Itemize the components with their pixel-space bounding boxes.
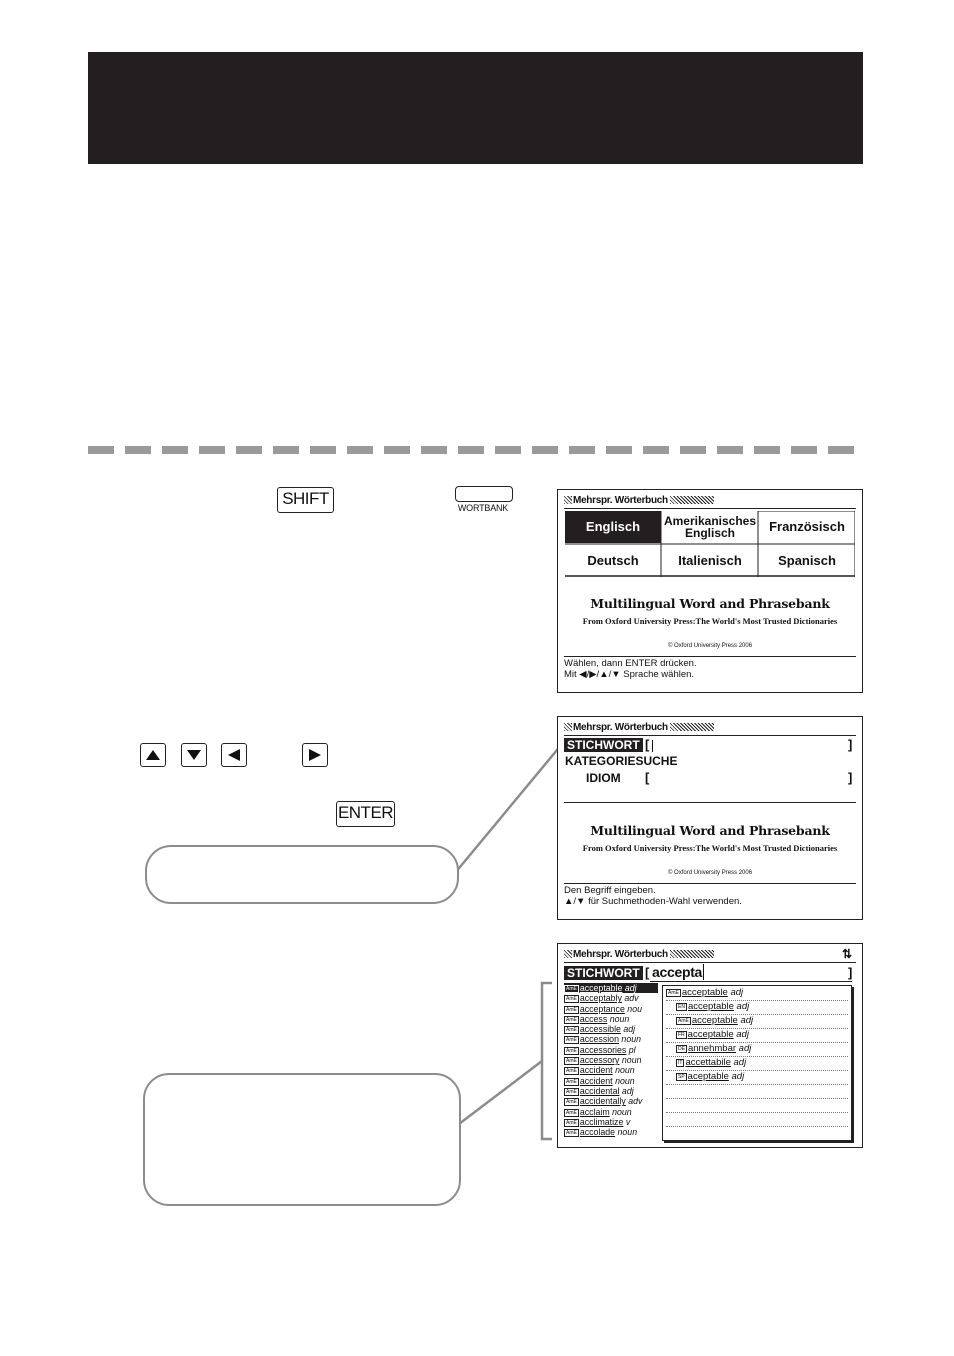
- language-grid: [565, 511, 855, 577]
- idiom-label[interactable]: IDIOM: [586, 771, 621, 785]
- status-rule: [564, 883, 856, 884]
- translation-row[interactable]: SP aceptable adj: [666, 1070, 848, 1085]
- list-item[interactable]: AmE accessories pl: [566, 1044, 636, 1055]
- shift-key: SHIFT: [277, 487, 334, 513]
- empty-row: [666, 1098, 848, 1113]
- hatch-icon: [564, 723, 572, 731]
- sort-arrows-icon: ⇅: [842, 947, 853, 961]
- translation-row[interactable]: FR acceptable adj: [666, 1028, 848, 1043]
- language-option-franzoesisch[interactable]: Französisch: [769, 519, 845, 534]
- product-subtitle: From Oxford University Press:The World's Most Trusted Dictionaries: [582, 843, 838, 853]
- product-subtitle: From Oxford University Press:The World's Most Trusted Dictionaries: [582, 616, 838, 626]
- list-item[interactable]: AmE accessible adj: [566, 1024, 636, 1035]
- text-cursor: [652, 740, 653, 752]
- copyright-text: © Oxford University Press 2006: [667, 643, 753, 649]
- device-screen-word-results: [557, 943, 863, 1148]
- hatch-icon: [564, 496, 572, 504]
- translation-row[interactable]: EN acceptable adj: [666, 1000, 848, 1015]
- status-line-2: ▲/▼ für Suchmethoden-Wahl verwenden.: [564, 896, 742, 907]
- bracket-open-icon: [: [645, 965, 650, 980]
- language-option-italienisch[interactable]: Italienisch: [678, 553, 742, 568]
- product-title: Multilingual Word and Phrasebank: [590, 823, 830, 838]
- translation-pane: [662, 985, 852, 1141]
- translation-row[interactable]: IT accettabile adj: [666, 1056, 848, 1071]
- callout-box-1: [145, 845, 459, 904]
- title-rule: [564, 508, 856, 509]
- list-item[interactable]: AmE acceptance nou: [566, 1003, 642, 1014]
- hatch-bar-icon: [670, 950, 714, 958]
- list-item[interactable]: AmE access noun: [566, 1013, 630, 1024]
- hatch-bar-icon: [670, 723, 714, 731]
- input-underline: [650, 981, 852, 982]
- hatch-bar-icon: [670, 496, 714, 504]
- list-item[interactable]: AmE acclaim noun: [566, 1106, 632, 1117]
- list-item[interactable]: AmE accession noun: [566, 1034, 641, 1045]
- translation-row[interactable]: AmE acceptable adj: [666, 986, 848, 1001]
- copyright-text: © Oxford University Press 2006: [667, 870, 753, 876]
- language-option-deutsch[interactable]: Deutsch: [587, 553, 639, 568]
- list-item[interactable]: AmE accidentally adv: [566, 1096, 643, 1107]
- status-line-2: Mit ◀/▶/▲/▼ Sprache wählen.: [564, 669, 695, 680]
- list-item[interactable]: AmE accidental adj: [566, 1085, 634, 1096]
- bracket-close-icon: ]: [848, 737, 853, 752]
- callout-box-2: [143, 1073, 461, 1206]
- empty-row: [666, 1084, 848, 1099]
- language-option-spanisch[interactable]: Spanisch: [778, 553, 836, 568]
- empty-row: [666, 1112, 848, 1127]
- list-item[interactable]: AmE accident noun: [566, 1065, 635, 1076]
- status-line-1: Wählen, dann ENTER drücken.: [564, 658, 697, 669]
- status-rule: [564, 656, 856, 657]
- bracket-open-icon: [: [645, 770, 650, 785]
- word-list: [564, 983, 658, 1137]
- status-line-1: Den Begriff eingeben.: [564, 885, 656, 896]
- translation-row[interactable]: DE annehmbar adj: [666, 1042, 848, 1057]
- language-option-amerikanisches-englisch[interactable]: Amerikanisches Englisch: [663, 514, 757, 540]
- device-screen-search-method: [557, 716, 863, 920]
- screen-title: Mehrspr. Wörterbuch: [564, 495, 714, 506]
- list-item[interactable]: AmE acclimatize v: [566, 1116, 631, 1127]
- language-option-englisch[interactable]: Englisch: [565, 511, 661, 543]
- title-rule: [564, 735, 856, 736]
- wortbank-key-label: WORTBANK: [457, 503, 509, 513]
- divider-rule: [564, 802, 856, 803]
- device-screen-language-select: [557, 489, 863, 693]
- hatch-icon: [564, 950, 572, 958]
- product-title: Multilingual Word and Phrasebank: [590, 596, 830, 611]
- screen-title: Mehrspr. Wörterbuch: [564, 949, 714, 960]
- screen-title: Mehrspr. Wörterbuch: [564, 722, 714, 733]
- stichwort-label[interactable]: STICHWORT: [564, 738, 643, 752]
- bracket-close-icon: ]: [848, 770, 853, 785]
- translation-row[interactable]: AmE acceptable adj: [666, 1014, 848, 1029]
- list-item[interactable]: AmE accessory noun: [566, 1055, 642, 1066]
- kategoriesuche-label[interactable]: KATEGORIESUCHE: [565, 754, 678, 768]
- bracket-close-icon: ]: [848, 965, 853, 980]
- search-input[interactable]: accepta: [652, 964, 703, 980]
- bracket-open-icon: [: [645, 737, 650, 752]
- list-item[interactable]: AmE accident noun: [566, 1075, 635, 1086]
- stichwort-label[interactable]: STICHWORT: [564, 966, 643, 980]
- list-item[interactable]: AmE acceptably adv: [566, 993, 639, 1004]
- list-item[interactable]: AmE acceptable adj: [564, 983, 658, 993]
- enter-key: ENTER: [336, 801, 395, 827]
- list-item[interactable]: AmE accolade noun: [566, 1127, 638, 1138]
- title-rule: [564, 962, 856, 963]
